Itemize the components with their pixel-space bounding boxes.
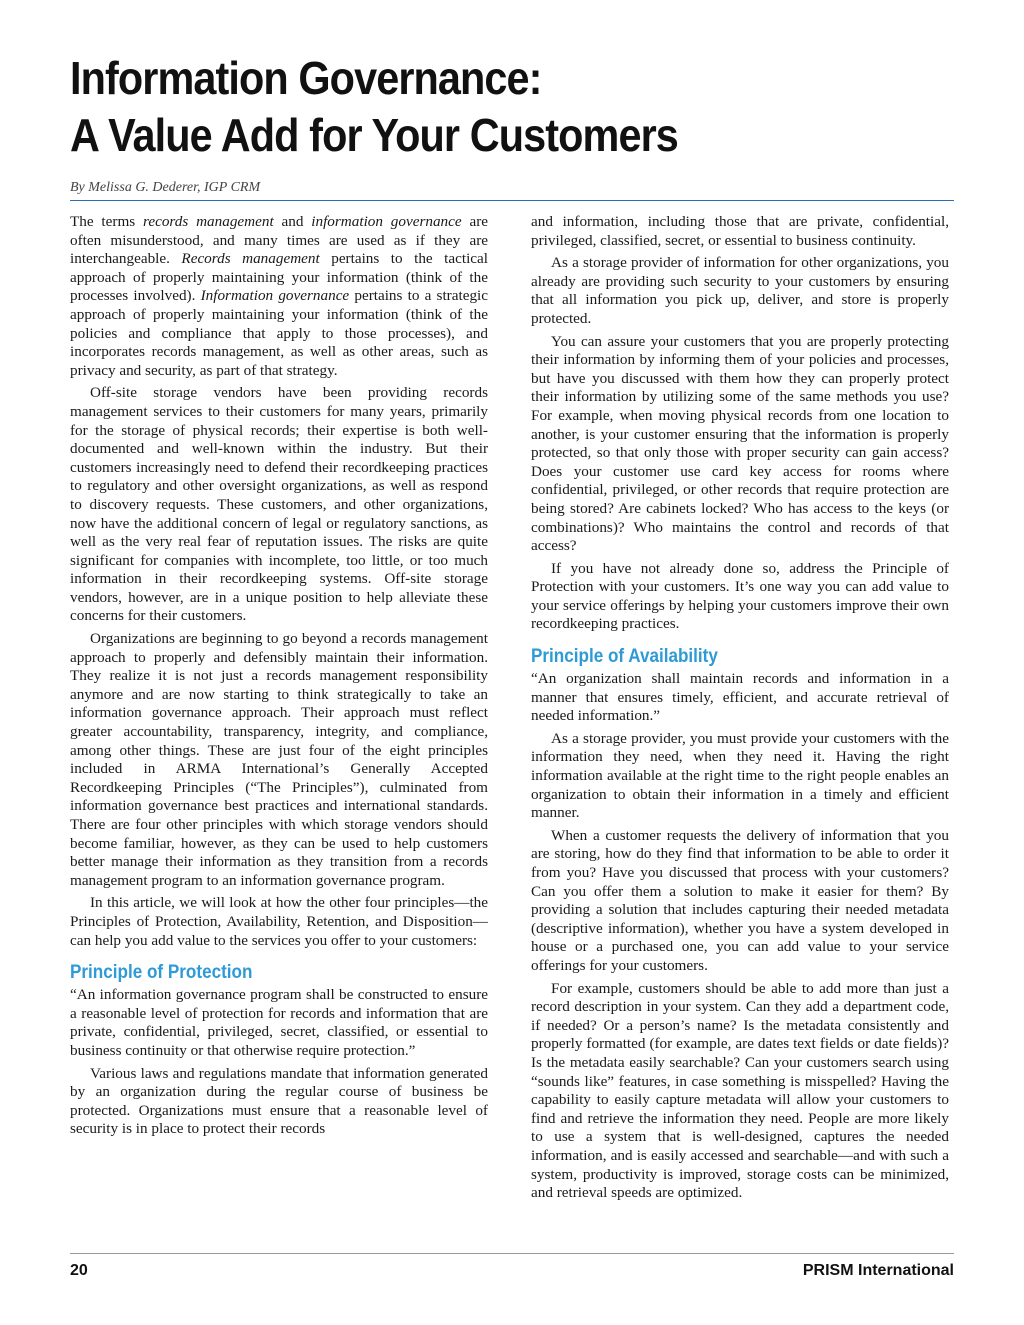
body-paragraph: Off-site storage vendors have been providing records management services to their customers for many years, primarily for the storage of physical records; their expertise is both well-documented and well-known within the industry. But their customers increasingly need to defend their recordkeeping practices to regulatory and other oversight organizations, as well as respond to discovery requests. These customers, and other organizations, now have the additional concern of legal or regulatory sanctions, as well as the very real fear of reputation issues. The risks are quite significant for companies with incomplete, too little, or too much information in their recordkeeping systems. Off-site storage vendors, however, are in a unique position to help alleviate these concerns for their customers. bbox=[70, 384, 488, 625]
article-title-line-1: Information Governance: bbox=[70, 52, 542, 104]
article-title-line-2: A Value Add for Your Customers bbox=[70, 109, 678, 161]
body-paragraph: In this article, we will look at how the other four principles—the Principles of Protection, Availability, Retention, and Disposition—can help you add value to the services you offer to your customers: bbox=[70, 894, 488, 949]
body-paragraph: Organizations are beginning to go beyond a records management approach to properly and defensibly maintain their information. They realize it is not just a records management responsibility anymore and are now starting to think strategically to take an information governance approach. Their approach must reflect greater accountability, transparency, integrity, and compliance, among other things. These are just four of the eight principles included in ARMA International’s Generally Accepted Recordkeeping Principles (“The Principles”), culminated from information governance best practices and international standards. There are four other principles with which storage vendors should become familiar, however, as they can be used to help customers better manage their information as they transition from a records management program to an information governance program. bbox=[70, 630, 488, 889]
body-paragraph: As a storage provider, you must provide your customers with the information they need, when they need it. Having the right information available at the right time to the right people enables an organization to obtain their information in a timely and efficient manner. bbox=[531, 729, 949, 822]
principle-quote: “An organization shall maintain records and information in a manner that ensures timely, efficient, and accurate retrieval of needed information.” bbox=[531, 670, 949, 725]
section-heading-protection: Principle of Protection bbox=[70, 962, 253, 984]
section-heading-availability: Principle of Availability bbox=[531, 646, 718, 668]
page-number: 20 bbox=[70, 1262, 88, 1279]
footer-divider bbox=[70, 1253, 954, 1254]
body-paragraph: For example, customers should be able to add more than just a record description in your system. Can they add a department code, if needed? Or a person’s name? Is the metadata consistently and properly formatted (for example, are dates text fields or date fields)? Is the metadata easily searchable? Can your customers search using “sounds like” features, in case something is misspelled? Having the capability to easily capture metadata will allow your customers to find and retrieve the information they need. People are more likely to use a system that is well-designed, captures the needed information, and is easily accessed and searchable—and with such a system, productivity is improved, storage costs can be minimized, and retrieval speeds are optimized. bbox=[531, 979, 949, 1202]
left-column bbox=[70, 213, 488, 1143]
principle-quote: “An information governance program shall be constructed to ensure a reasonable level of protection for records and information that are private, confidential, privileged, secret, classified, or essential to business continuity or that otherwise require protection.” bbox=[70, 986, 488, 1059]
body-paragraph: and information, including those that are private, confidential, privileged, classified, secret, or essential to business continuity. bbox=[531, 213, 949, 249]
body-paragraph: If you have not already done so, address the Principle of Protection with your customers. It’s one way you can add value to your service offerings by helping your customers improve their own recordkeeping practices. bbox=[531, 559, 949, 633]
byline: By Melissa G. Dederer, IGP CRM bbox=[70, 180, 261, 195]
body-paragraph: Various laws and regulations mandate that information generated by an organization during the regular course of business be protected. Organizations must ensure that a reasonable level of security is in place to protect their records bbox=[70, 1064, 488, 1138]
title-divider bbox=[70, 200, 954, 201]
article-title bbox=[70, 50, 871, 164]
right-column bbox=[531, 213, 949, 1207]
intro-paragraph: The terms records management and information governance are often misunderstood, and many times are used as if they are interchangeable. Records management pertains to the tactical approach of properly maintaining your information (think of the processes involved). Information governance pertains to a strategic approach of properly maintaining your information (think of the policies and compliance that apply to those processes), and incorporates records management, as well as other areas, such as privacy and security, as part of that strategy. bbox=[70, 213, 488, 379]
publication-name: PRISM International bbox=[802, 1262, 954, 1279]
body-paragraph: You can assure your customers that you are properly protecting their information by informing them of your policies and processes, but have you discussed with them how they can properly protect their information by utilizing some of the same methods you use? For example, when moving physical records from one location to another, is your customer ensuring that the information is properly protected, so that only those with proper security can gain access? Does your customer use card key access for rooms where confidential, privileged, or other records that require protection are being stored? Are cabinets locked? Who has access to the keys (or combinations)? Who maintains the control and records of that access? bbox=[531, 332, 949, 555]
body-paragraph: As a storage provider of information for other organizations, you already are providing such security to your customers by ensuring that all information you pick up, deliver, and store is properly protected. bbox=[531, 254, 949, 327]
body-paragraph: When a customer requests the delivery of information that you are storing, how do they find that information to be able to order it from you? Have you discussed that process with your customers? Can you offer them a solution to make it easier for them? By providing a solution that includes capturing their needed metadata (descriptive information), whether you have a system developed in house or a purchased one, you can add value to your service offerings for your customers. bbox=[531, 826, 949, 974]
